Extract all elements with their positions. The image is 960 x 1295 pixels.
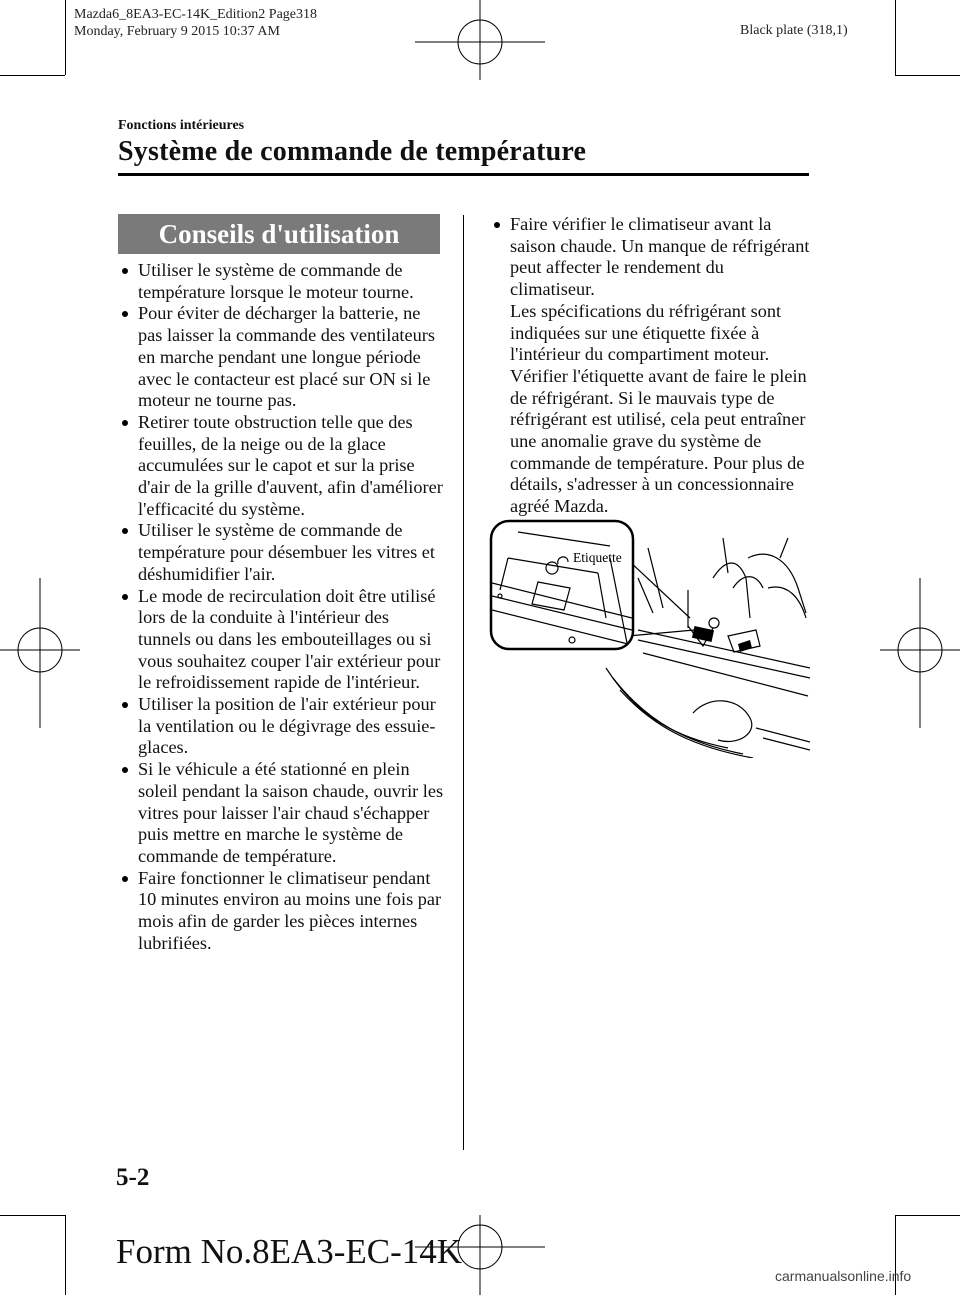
right-bullet-list [492, 214, 810, 518]
list-item: Le mode de recirculation doit être utilisé lors de la conduite à l'intérieur des tunnels ou dans les embouteillages ou si vous souhaitez couper l'air extérieur pour le refroidissement rapide de l'intérieur. [120, 586, 445, 695]
list-item: Utiliser la position de l'air extérieur pour la ventilation ou le dégivrage des essuie-glaces. [120, 694, 445, 759]
list-item: Utiliser le système de commande de température lorsque le moteur tourne. [120, 260, 445, 303]
list-item: Si le véhicule a été stationné en plein soleil pendant la saison chaude, ouvrir les vitres pour laisser l'air chaud s'échapper puis mettre en marche le système de commande de température. [120, 759, 445, 868]
list-item: Utiliser le système de commande de température pour désembuer les vitres et déshumidifier l'air. [120, 520, 445, 585]
plate-label: Black plate (318,1) [740, 23, 848, 38]
file-line: Mazda6_8EA3-EC-14K_Edition2 Page318 [74, 7, 318, 22]
page-number: 5-2 [116, 1164, 150, 1191]
engine-compartment-illustration [488, 518, 810, 758]
column-divider [463, 215, 464, 1150]
list-item: Faire fonctionner le climatiseur pendant 10 minutes environ au moins une fois par mois afin de garder les pièces internes lubrifiées. [120, 868, 445, 955]
figure-label-etiquette: Etiquette [573, 550, 622, 565]
crop-mark [895, 1215, 960, 1216]
title-rule [118, 173, 809, 176]
crop-mark [0, 75, 65, 76]
section-banner: Conseils d'utilisation [118, 214, 440, 254]
list-item: Pour éviter de décharger la batterie, ne pas laisser la commande des ventilateurs en marche pendant une longue période avec le contacteur est placé sur ON si le moteur ne tourne pas. [120, 303, 445, 412]
list-item: Retirer toute obstruction telle que des feuilles, de la neige ou de la glace accumulées sur le capot et sur la prise d'air de la grille d'auvent, afin d'améliorer l'efficacité du système. [120, 412, 445, 521]
paragraph: Faire vérifier le climatiseur avant la saison chaude. Un manque de réfrigérant peut affecter le rendement du climatiseur. [510, 214, 810, 300]
registration-target-right [880, 578, 960, 728]
crop-mark [65, 1215, 66, 1295]
form-number: Form No.8EA3-EC-14K [116, 1232, 463, 1271]
registration-target-top [415, 0, 545, 80]
date-line: Monday, February 9 2015 10:37 AM [74, 24, 280, 39]
registration-target-left [0, 578, 80, 728]
left-bullet-list [120, 260, 445, 955]
crop-mark [65, 0, 66, 75]
paragraph: Les spécifications du réfrigérant sont indiquées sur une étiquette fixée à l'intérieur du compartiment moteur. Vérifier l'étiquette avant de faire le plein de réfrigérant. Si le mauvais type de réfrigérant est utilisé, cela peut entraîner une anomalie grave du système de commande de température. Pour plus de détails, s'adresser à un concessionnaire agréé Mazda. [510, 300, 807, 517]
print-meta [74, 6, 317, 40]
watermark: carmanualsonline.info [775, 1268, 912, 1284]
list-item [492, 214, 810, 518]
section-label: Fonctions intérieures [118, 118, 245, 133]
page-title: Système de commande de température [118, 136, 587, 167]
crop-mark [895, 0, 896, 75]
crop-mark [895, 75, 960, 76]
crop-mark [0, 1215, 65, 1216]
